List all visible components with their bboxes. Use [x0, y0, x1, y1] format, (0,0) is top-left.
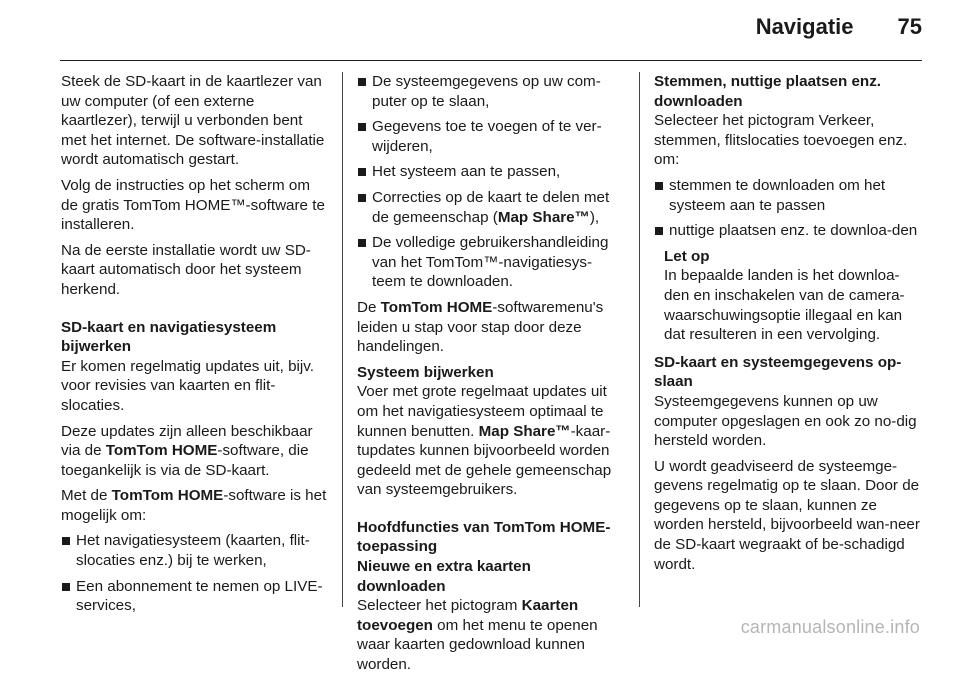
paragraph: Er komen regelmatig updates uit, bijv. voor revisies van kaarten en flit-slocaties.	[61, 357, 314, 414]
watermark: carmanualsonline.info	[740, 617, 920, 637]
paragraph: Deze updates zijn alleen beschikbaar via de TomTom HOME-software, die toegankelijk is via de SD-kaart.	[61, 422, 313, 479]
list-item: Het systeem aan te passen,	[357, 162, 623, 182]
column-divider	[639, 72, 640, 607]
note-box	[654, 247, 924, 345]
note-text: In bepaalde landen is het downloa-den en inschakelen van de camera-waarschuwingsoptie illegaal en kan dat resulteren in een vervolging.	[664, 267, 905, 344]
header-rule	[60, 60, 922, 61]
paragraph: Na de eerste installatie wordt uw SD-kaart automatisch door het systeem herkend.	[61, 241, 311, 298]
list-item: Correcties op de kaart te delen met de gemeenschap (Map Share™),	[357, 188, 623, 227]
bullet-list	[357, 72, 623, 292]
paragraph: Selecteer het pictogram Verkeer, stemmen, flitslocaties toevoegen enz. om:	[654, 112, 908, 169]
column-1	[61, 72, 327, 622]
column-2	[357, 72, 623, 681]
paragraph: Systeemgegevens kunnen op uw computer opgeslagen en ook zo no-dig hersteld worden.	[654, 392, 917, 450]
list-item: De systeemgegevens op uw com-puter op te slaan,	[357, 72, 623, 111]
section-heading: Systeem bijwerken	[357, 363, 494, 381]
column-divider	[342, 72, 343, 607]
note-title: Let op	[664, 247, 710, 265]
section-title: Navigatie	[755, 14, 854, 39]
section-heading: Hoofdfuncties van TomTom HOME-toepassing	[357, 518, 611, 556]
paragraph: De TomTom HOME-softwaremenu's leiden u stap voor stap door deze handelingen.	[357, 298, 604, 356]
section-heading: Stemmen, nuttige plaatsen enz. downloaden	[654, 73, 882, 110]
paragraph: Volg de instructies op het scherm om de gratis TomTom HOME™-software te installeren.	[61, 176, 325, 234]
section-heading: SD-kaart en navigatiesysteem bijwerken	[61, 318, 277, 356]
list-item: nuttige plaatsen enz. te downloa-den	[654, 221, 924, 241]
bullet-list	[654, 176, 924, 241]
section-heading: SD-kaart en systeemgegevens op-slaan	[654, 353, 902, 391]
paragraph: Steek de SD-kaart in de kaartlezer van uw computer (of een externe kaartlezer), terwijl u verbonden bent met het internet. De software-installatie wordt automatisch gestart.	[61, 73, 325, 169]
subsection-heading: Nieuwe en extra kaarten downloaden	[357, 558, 531, 595]
paragraph: Met de TomTom HOME-software is het mogelijk om:	[61, 487, 327, 524]
list-item: stemmen te downloaden om het systeem aan te passen	[654, 176, 924, 215]
list-item: Het navigatiesysteem (kaarten, flit-slocaties enz.) bij te werken,	[61, 531, 327, 570]
page-number: 75	[897, 14, 922, 39]
column-3	[654, 72, 924, 580]
list-item: De volledige gebruikershandleiding van het TomTom™-navigatiesys-teem te downloaden.	[357, 233, 623, 292]
page-header	[756, 14, 922, 40]
bullet-list	[61, 531, 327, 615]
paragraph: Selecteer het pictogram Kaarten toevoegen om het menu te openen waar kaarten gedownload kunnen worden.	[357, 597, 598, 674]
list-item: Gegevens toe te voegen of te ver-wijderen,	[357, 117, 623, 156]
paragraph: Voer met grote regelmaat updates uit om het navigatiesysteem optimaal te kunnen benutten. Map Share™-kaar-tupdates kunnen bijvoorbeeld worden gedeeld met de gehele gemeenschap van systeemgebruikers.	[357, 383, 612, 499]
paragraph: U wordt geadviseerd de systeemge-gevens regelmatig op te slaan. Door de gegevens op te slaan, kunnen ze worden hersteld, bijvoorbeeld wan-neer de SD-kaart wegraakt of be-schadigd wordt.	[654, 457, 920, 573]
list-item: Een abonnement te nemen op LIVE-services,	[61, 577, 327, 616]
